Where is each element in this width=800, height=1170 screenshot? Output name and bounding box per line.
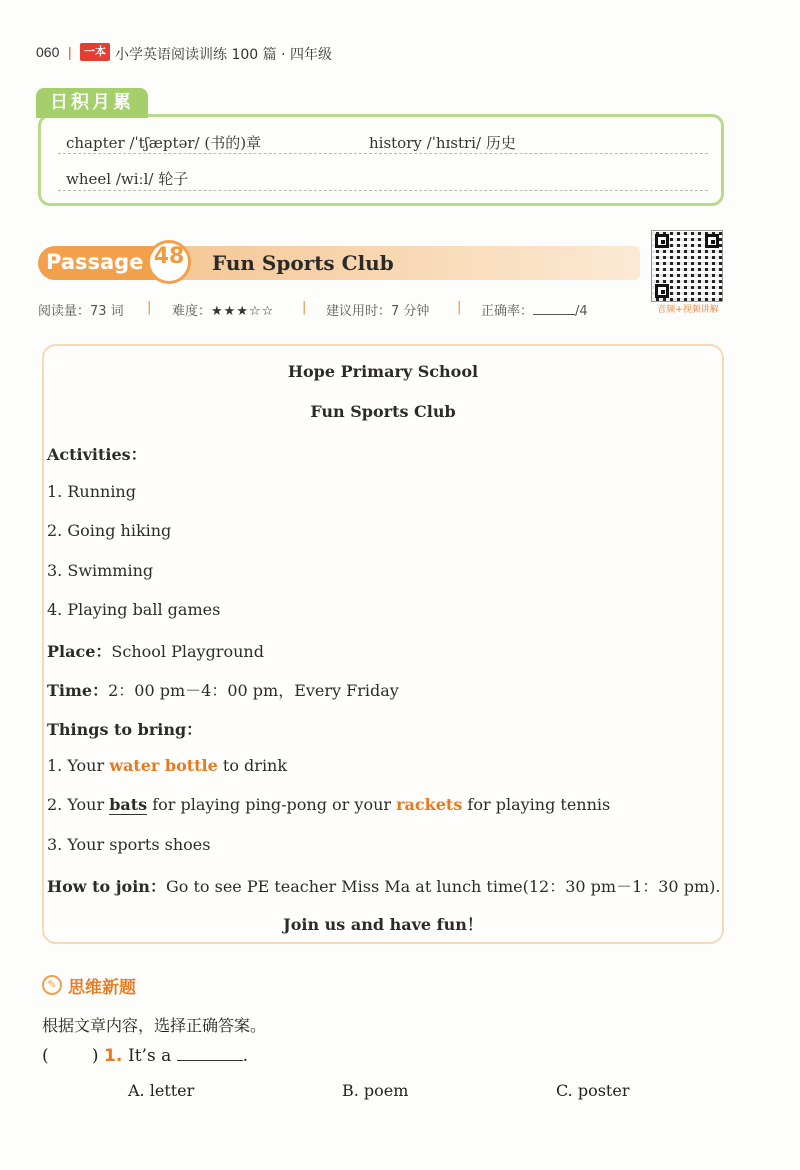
book-title: 小学英语阅读训练 100 篇 · 四年级 (115, 47, 332, 63)
activity-item: 1. Running (47, 482, 136, 501)
accuracy-label: 正确率： (481, 304, 534, 319)
club-name: Fun Sports Club (310, 402, 456, 421)
bring-item (47, 756, 287, 775)
word-count: 阅读量：73 词 (38, 304, 124, 319)
activity-item: 3. Swimming (47, 561, 154, 580)
page-number: 060 (36, 44, 60, 60)
option-b[interactable]: B. poem (342, 1081, 409, 1100)
vocab-divider (58, 153, 708, 154)
meta-separator: | (302, 300, 307, 315)
activity-item: 2. Going hiking (47, 521, 172, 540)
place-label: Place： (47, 642, 112, 661)
vocab-meaning: (书的)章 (204, 134, 262, 152)
school-name: Hope Primary School (287, 362, 479, 381)
passage-number: 48 (153, 244, 185, 269)
vocab-item (369, 132, 516, 153)
section-title: 思维新题 (68, 978, 136, 998)
join-value: Go to see PE teacher Miss Ma at lunch time(12：30 pm－1：30 pm). (165, 877, 721, 896)
highlight-water-bottle: water bottle (109, 756, 218, 775)
highlight-rackets: rackets (396, 795, 463, 814)
answer-blank[interactable] (177, 1046, 243, 1061)
difficulty-stars-icon: ★★★☆☆ (211, 304, 275, 319)
place-value: School Playground (111, 642, 264, 661)
place-line (47, 639, 264, 662)
closing-line: Join us and have fun！ (283, 915, 483, 934)
bring-item (47, 795, 610, 814)
bring-heading: Things to bring： (47, 720, 203, 739)
vocab-tab: 日积月累 (36, 88, 148, 118)
bring-text: 2. Your (47, 795, 110, 814)
question-number: 1. (104, 1046, 123, 1066)
qr-eye-icon (655, 284, 669, 298)
option-a[interactable]: A. letter (128, 1081, 195, 1100)
vocab-word: wheel (66, 170, 112, 188)
header-separator: | (68, 44, 72, 60)
vocab-word: chapter (66, 134, 125, 152)
activities-heading: Activities： (47, 445, 147, 464)
stem-end: . (242, 1046, 249, 1066)
difficulty-label: 难度： (172, 304, 212, 319)
time-suggestion: 建议用时：7 分钟 (326, 304, 430, 319)
vocab-meaning: 历史 (485, 134, 516, 152)
qr-label: 音频+视频讲解 (657, 305, 719, 315)
accuracy-blank[interactable] (533, 302, 575, 315)
question-stem (128, 1046, 248, 1066)
vocab-meaning: 轮子 (158, 170, 189, 188)
qr-eye-icon (705, 234, 719, 248)
pencil-icon: ✎ (42, 975, 62, 995)
time-label: Time： (47, 681, 109, 700)
time-value: 2：00 pm－4：00 pm，Every Friday (108, 681, 399, 700)
time-line (47, 678, 399, 701)
passage-title: Fun Sports Club (212, 251, 394, 275)
vocab-phonetic: /wiːl/ (115, 170, 154, 188)
vocab-item (66, 132, 261, 153)
bring-text: 1. Your (47, 756, 110, 775)
bring-item: 3. Your sports shoes (47, 835, 211, 854)
meta-separator: | (147, 300, 152, 315)
meta-separator: | (457, 300, 462, 315)
stem-text: It’s a (128, 1046, 172, 1066)
instruction: 根据文章内容，选择正确答案。 (42, 1016, 267, 1035)
bring-text: for playing tennis (462, 795, 611, 814)
option-c[interactable]: C. poster (556, 1081, 630, 1100)
vocab-phonetic: /ˈhɪstri/ (426, 134, 482, 152)
vocab-phonetic: /ˈtʃæptər/ (129, 134, 200, 152)
vocab-divider (58, 190, 708, 191)
join-line (47, 874, 720, 897)
join-label: How to join： (47, 877, 166, 896)
bring-text: to drink (217, 756, 288, 775)
vocab-box (38, 114, 724, 206)
passage-label: Passage (46, 250, 144, 274)
vocab-item (66, 168, 188, 189)
qr-eye-icon (655, 234, 669, 248)
brand-logo: 一本 (80, 43, 110, 61)
qr-code-icon[interactable] (651, 230, 723, 302)
bring-text: for playing ping-pong or your (147, 795, 397, 814)
difficulty (172, 300, 274, 319)
activity-item: 4. Playing ball games (47, 600, 221, 619)
underlined-bats: bats (109, 795, 148, 814)
vocab-word: history (369, 134, 422, 152)
accuracy (481, 300, 588, 319)
answer-parentheses[interactable]: ( ) (42, 1046, 99, 1066)
accuracy-total: /4 (575, 304, 588, 319)
